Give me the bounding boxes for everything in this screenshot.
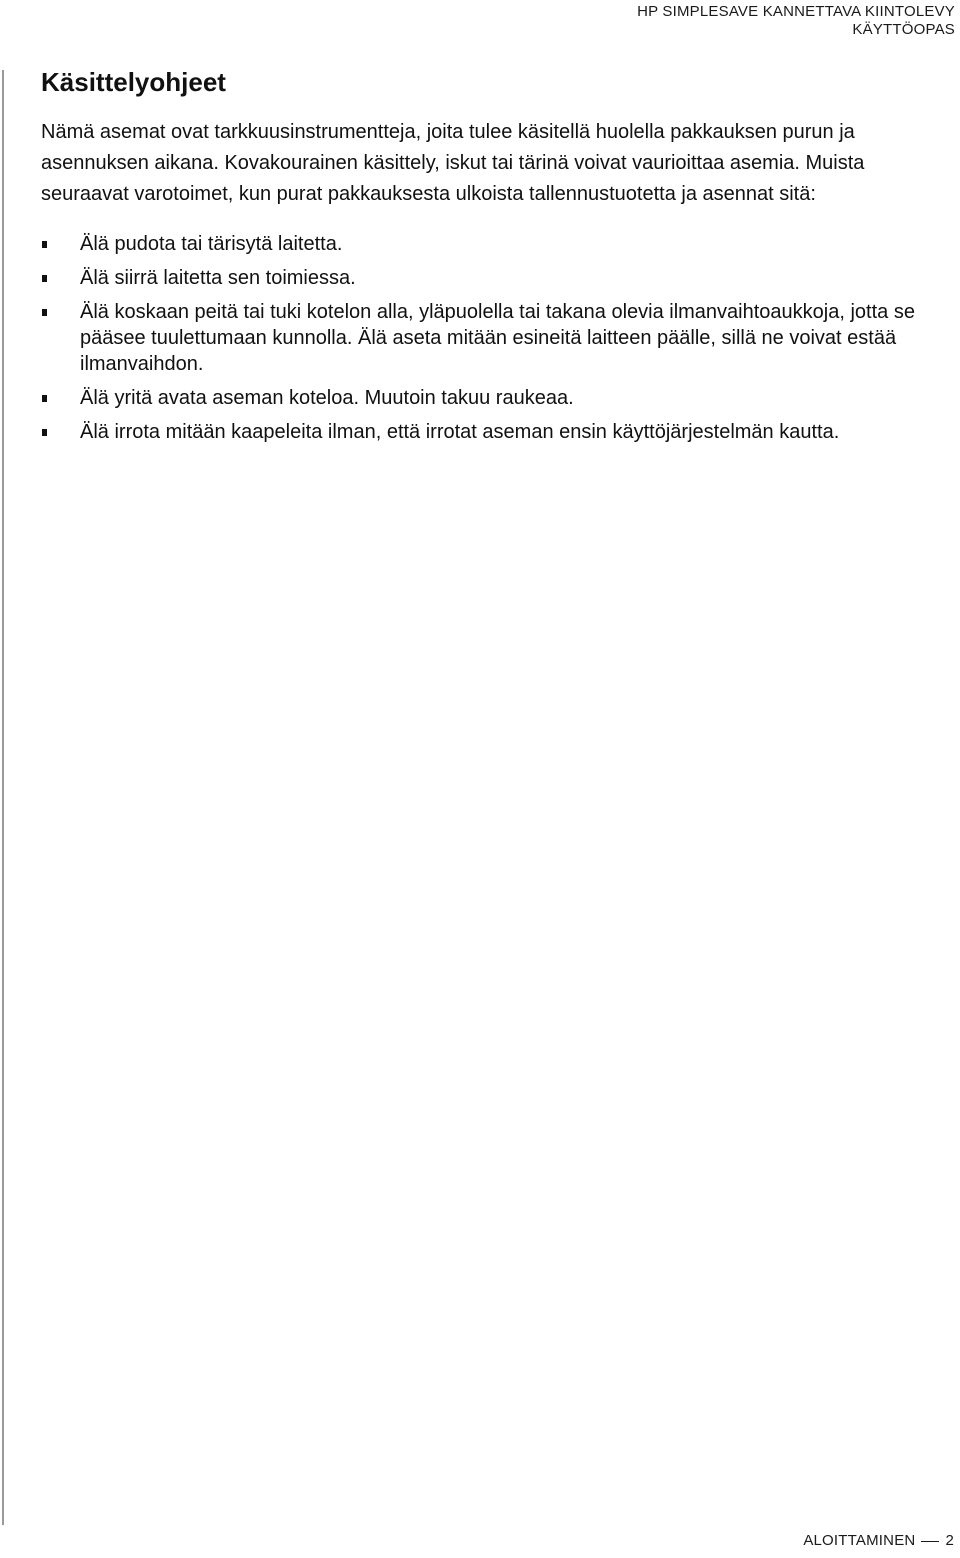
bullet-icon [42, 275, 47, 282]
section-title: Käsittelyohjeet [41, 67, 226, 97]
list-item [41, 419, 921, 445]
header-product-name: HP SIMPLESAVE KANNETTAVA KIINTOLEVY [637, 3, 955, 20]
page-number: 2 [945, 1532, 954, 1549]
list-item [41, 299, 921, 377]
list-item-text: Älä koskaan peitä tai tuki kotelon alla, yläpuolella tai takana olevia ilmanvaihtoaukkoja, jotta se pääsee tuulettumaan kunnolla. Älä aseta mitään esineitä laitteen päälle, sillä ne voivat estää ilmanvaihdon. [80, 301, 915, 375]
list-item-text: Älä yritä avata aseman koteloa. Muutoin takuu raukeaa. [80, 387, 574, 409]
bullet-icon [42, 241, 47, 248]
list-item [41, 385, 921, 411]
footer-separator [921, 1541, 939, 1542]
list-item [41, 231, 921, 257]
intro-paragraph: Nämä asemat ovat tarkkuusinstrumentteja, joita tulee käsitellä huolella pakkauksen purun ja asennuksen aikana. Kovakourainen käsittely, iskut tai tärinä voivat vaurioittaa asemia. Muista seuraavat varotoimet, kun purat pakkauksesta ulkoista tallennustuotetta ja asennat sitä: [41, 121, 865, 205]
precautions-list [41, 231, 921, 445]
footer-section-name: ALOITTAMINEN [803, 1532, 916, 1549]
margin-rule [2, 70, 4, 1525]
main-content [41, 64, 921, 453]
bullet-icon [42, 429, 47, 436]
list-item-text: Älä irrota mitään kaapeleita ilman, että irrotat aseman ensin käyttöjärjestelmän kautta. [80, 421, 840, 443]
bullet-icon [42, 309, 47, 316]
list-item-text: Älä pudota tai tärisytä laitetta. [80, 233, 343, 255]
bullet-icon [42, 395, 47, 402]
header-document-type: KÄYTTÖOPAS [852, 21, 955, 38]
list-item [41, 265, 921, 291]
list-item-text: Älä siirrä laitetta sen toimiessa. [80, 267, 356, 289]
running-header [637, 3, 955, 39]
running-footer [803, 1532, 954, 1550]
